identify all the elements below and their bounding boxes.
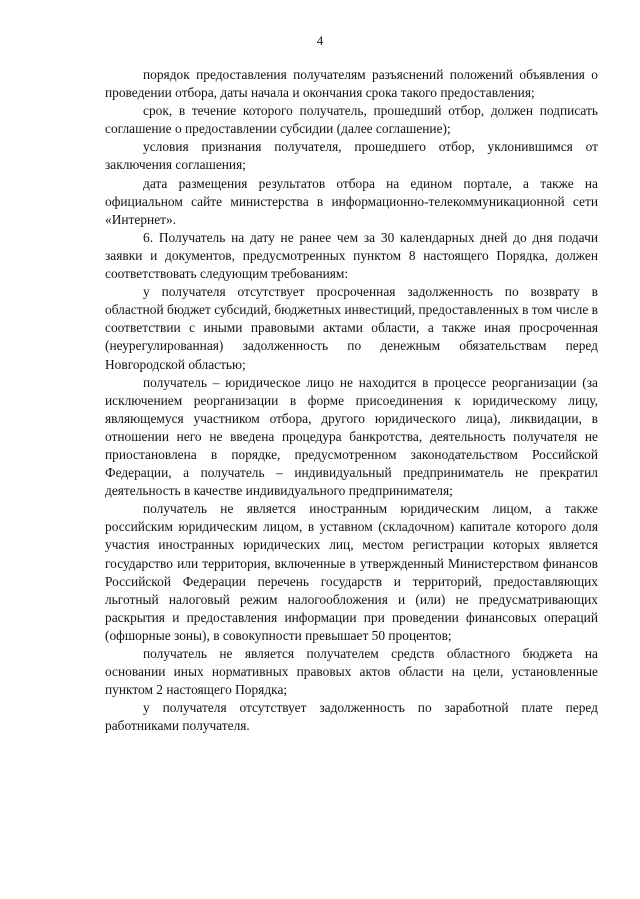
paragraph-not-budget-recipient: получатель не является получателем средств областного бюджета на основании иных нормативных правовых актов области на цели, установленные пунктом 2 настоящего Порядка; <box>105 646 598 698</box>
paragraph-clarification-procedure: порядок предоставления получателям разъяснений положений объявления о проведении отбора, даты начала и окончания срока такого предоставления; <box>105 67 598 101</box>
paragraph-results-publication: дата размещения результатов отбора на едином портале, а также на официальном сайте министерства в информационно-телекоммуникационной сети «Интернет». <box>105 175 598 227</box>
paragraph-no-overdue-debt: у получателя отсутствует просроченная задолженность по возврату в областной бюджет субсидий, бюджетных инвестиций, предоставленных в том числе в соответствии с иными правовыми актами области, а также иная просроченная (неурегулированная) задолженность по денежным обязательствам перед Новгородской областью; <box>105 284 598 372</box>
paragraph-clause-6: 6. Получатель на дату не ранее чем за 30 календарных дней до дня подачи заявки и документов, предусмотренных пунктом 8 настоящего Порядка, должен соответствовать следующим требованиям: <box>105 229 598 282</box>
paragraph-agreement-deadline: срок, в течение которого получатель, прошедший отбор, должен подписать соглашение о предоставлении субсидии (далее соглашение); <box>105 103 598 137</box>
paragraph-not-foreign-entity: получатель не является иностранным юридическим лицом, а также российским юридическим лицом, в уставном (складочном) капитале которого доля участия иностранных юридических лиц, местом регистрации которых является государство или территория, включенные в утвержденный Министерством финансов Российской Федерации перечень государств и территорий, предоставляющих льготный налоговый режим налогообложения и (или) не предусматривающих раскрытия и предоставления информации при проведении финансовых операций (офшорные зоны), в совокупности превышает 50 процентов; <box>105 501 598 643</box>
page-number: 4 <box>316 33 324 48</box>
paragraph-evasion-conditions: условия признания получателя, прошедшего отбор, уклонившимся от заключения соглашения; <box>105 139 598 173</box>
document-body <box>105 66 598 735</box>
paragraph-no-wage-debt: у получателя отсутствует задолженность по заработной плате перед работниками получателя. <box>105 700 598 734</box>
paragraph-no-reorganization: получатель – юридическое лицо не находится в процессе реорганизации (за исключением реорганизации в форме присоединения к юридическому лицу, являющемуся участником отбора, другого юридического лица), ликвидации, в отношении него не введена процедура банкротства, деятельность получателя не приостановлена в порядке, предусмотренном законодательством Российской Федерации, а получатель – индивидуальный предприниматель не прекратил деятельность в качестве индивидуального предпринимателя; <box>105 374 598 499</box>
